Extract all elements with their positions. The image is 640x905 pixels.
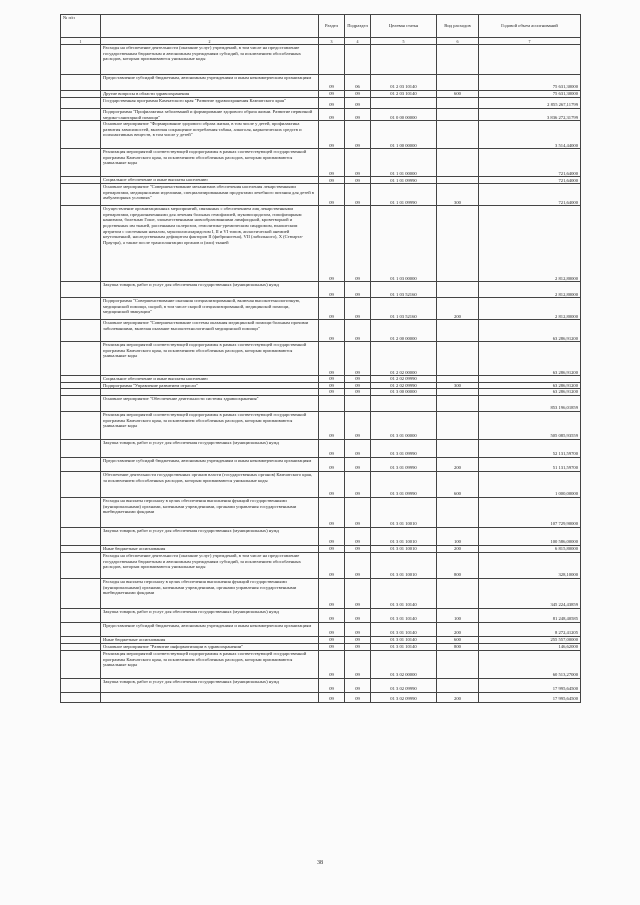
table-row xyxy=(61,342,581,376)
num-cell xyxy=(61,527,101,545)
row-razdel xyxy=(319,395,345,411)
row-name: Закупка товаров, работ и услуг для обеспечения государственных (муниципальных) нужд xyxy=(101,608,319,622)
row-target-article: 01 2 02 09990 xyxy=(371,376,437,383)
num-cell xyxy=(61,457,101,471)
row-razdel: 09 xyxy=(319,320,345,342)
row-expense-type: 200 xyxy=(437,545,479,552)
row-razdel: 09 xyxy=(319,471,345,497)
header-name xyxy=(101,15,319,38)
index-cell: 7 xyxy=(479,38,581,45)
num-cell xyxy=(61,206,101,282)
row-amount: 63 286,91200 xyxy=(479,389,581,396)
num-cell xyxy=(61,692,101,702)
table-row xyxy=(61,471,581,497)
num-cell xyxy=(61,282,101,298)
row-amount: 63 286,91200 xyxy=(479,320,581,342)
row-podrazdel: 09 xyxy=(345,320,371,342)
table-row xyxy=(61,184,581,206)
row-name: Предоставление субсидий бюджетным, автономным учреждениям и иным некоммерческим организациям xyxy=(101,457,319,471)
table-row xyxy=(61,389,581,396)
table-row xyxy=(61,206,581,282)
row-podrazdel: 09 xyxy=(345,206,371,282)
table-row xyxy=(61,149,581,177)
row-razdel: 09 xyxy=(319,109,345,121)
num-cell xyxy=(61,382,101,389)
row-podrazdel: 09 xyxy=(345,91,371,98)
row-name: Государственная программа Камчатского края "Развитие здравоохранения Камчатского края" xyxy=(101,98,319,109)
row-amount: 721,64000 xyxy=(479,177,581,184)
table-row xyxy=(61,109,581,121)
row-name: Основное мероприятие "Формирование здорового образа жизни, в том числе у детей, профилактика развития зависимостей, включая сокращение потребления табака, алкоголя, наркотических средств и психоактивных веществ, в том числе у детей" xyxy=(101,121,319,149)
row-podrazdel: 09 xyxy=(345,389,371,396)
row-razdel: 09 xyxy=(319,636,345,643)
row-amount: 17 995,64500 xyxy=(479,678,581,692)
row-target-article: 01 3 01 09990 xyxy=(371,457,437,471)
row-amount: 6 815,80000 xyxy=(479,545,581,552)
row-amount: 17 995,64500 xyxy=(479,692,581,702)
num-cell xyxy=(61,177,101,184)
row-name: Подпрограмма "Совершенствование оказания специализированной, включая высокотехнологичную, медицинской помощи, скорой, в том числе скорой специализированной, медицинской помощи, медицинской эвакуации" xyxy=(101,298,319,320)
num-cell xyxy=(61,75,101,91)
row-podrazdel xyxy=(345,395,371,411)
row-razdel: 09 xyxy=(319,622,345,636)
num-cell xyxy=(61,622,101,636)
table-row xyxy=(61,552,581,578)
row-target-article: 01 2 03 10140 xyxy=(371,75,437,91)
row-expense-type xyxy=(437,389,479,396)
row-target-article: 01 3 01 00000 xyxy=(371,411,437,439)
row-razdel: 09 xyxy=(319,298,345,320)
num-cell xyxy=(61,298,101,320)
row-name: Иные бюджетные ассигнования xyxy=(101,545,319,552)
row-target-article: 01 1 03 52160 xyxy=(371,282,437,298)
row-expense-type xyxy=(437,342,479,376)
row-amount: 3 514,44000 xyxy=(479,121,581,149)
row-name: Предоставление субсидий бюджетным, автономным учреждениям и иным некоммерческим организациям xyxy=(101,622,319,636)
row-expense-type xyxy=(437,177,479,184)
row-amount: 107 729,90000 xyxy=(479,497,581,527)
row-amount: 2 855 267,11799 xyxy=(479,98,581,109)
row-razdel xyxy=(319,45,345,75)
row-amount: 721,64000 xyxy=(479,149,581,177)
row-amount: 1 000,00000 xyxy=(479,471,581,497)
row-target-article: 01 3 02 09990 xyxy=(371,678,437,692)
num-cell xyxy=(61,109,101,121)
row-expense-type xyxy=(437,109,479,121)
row-target-article: 01 3 01 10140 xyxy=(371,608,437,622)
row-razdel: 09 xyxy=(319,282,345,298)
row-name: Обеспечение деятельности государственных органов власти (государственных органов) Камчатского края, за исключением обособленных расходов, которым присваиваются уникальные коды xyxy=(101,471,319,497)
row-podrazdel: 09 xyxy=(345,545,371,552)
row-razdel: 09 xyxy=(319,608,345,622)
row-razdel: 09 xyxy=(319,184,345,206)
row-name: Подпрограмма "Управление развитием отрасли" xyxy=(101,382,319,389)
row-amount: 505 085,93559 xyxy=(479,411,581,439)
row-expense-type xyxy=(437,282,479,298)
row-podrazdel: 09 xyxy=(345,98,371,109)
row-expense-type: 600 xyxy=(437,636,479,643)
row-target-article: 01 2 03 10140 xyxy=(371,91,437,98)
row-name: Закупка товаров, работ и услуг для обеспечения государственных (муниципальных) нужд xyxy=(101,439,319,457)
row-target-article xyxy=(371,395,437,411)
page-number: 38 xyxy=(317,860,323,866)
row-expense-type xyxy=(437,578,479,608)
row-podrazdel: 09 xyxy=(345,184,371,206)
row-podrazdel: 09 xyxy=(345,411,371,439)
row-expense-type: 300 xyxy=(437,184,479,206)
table-row xyxy=(61,382,581,389)
row-expense-type: 300 xyxy=(437,382,479,389)
row-name: Осуществление организационных мероприятий, связанных с обеспечением лиц лекарственными препаратами, предназначенными для лечения больных гемофилией, муковисцидозом, гипофизарным нанизмом, болезнью Гоше, злокачественными новообразованиями лимфоидной, кроветворной и родственных им тканей, рассеянным склерозом, гемолитико-уремическим синдромом, юношеским артритом с системным началом, мукополисахаридозом I, II и VI типов, апластической анемией неуточненной, наследственным дефицитом факторов II (фибриногена), VII (лабильного), X (Стюарта-Прауэра), а также после трансплантации органов и (или) тканей xyxy=(101,206,319,282)
row-name: Основное мероприятие "Развитие информатизации в здравоохранении" xyxy=(101,643,319,650)
row-expense-type: 200 xyxy=(437,622,479,636)
row-razdel: 09 xyxy=(319,439,345,457)
row-amount: 63 286,91200 xyxy=(479,342,581,376)
table-row xyxy=(61,678,581,692)
row-expense-type xyxy=(437,678,479,692)
table-row xyxy=(61,636,581,643)
row-podrazdel: 09 xyxy=(345,527,371,545)
row-target-article: 01 3 01 10010 xyxy=(371,552,437,578)
row-name: Расходы на выплаты персоналу в целях обеспечения выполнения функций государственными (муниципальными) органами, казенными учреждениями, органами управления государственными внебюджетными фондами xyxy=(101,497,319,527)
row-podrazdel: 09 xyxy=(345,177,371,184)
row-podrazdel xyxy=(345,45,371,75)
index-cell: 4 xyxy=(345,38,371,45)
row-name: Основное мероприятие "Совершенствование механизмов обеспечения населения лекарственными препаратами, медицинскими изделиями, специализированными продуктами лечебного питания для детей в амбулаторных условиях" xyxy=(101,184,319,206)
row-target-article: 01 3 02 00000 xyxy=(371,650,437,678)
table-row xyxy=(61,545,581,552)
num-cell xyxy=(61,650,101,678)
row-name: Реализация мероприятий соответствующей подпрограммы в рамках соответствующей государственной программы Камчатского края, за исключением обособленных расходов, которым присваиваются уникальные коды xyxy=(101,149,319,177)
index-cell: 3 xyxy=(319,38,345,45)
row-name: Социальное обеспечение и иные выплаты населению xyxy=(101,177,319,184)
row-name: Другие вопросы в области здравоохранения xyxy=(101,91,319,98)
row-amount: 345 224,43859 xyxy=(479,578,581,608)
table-row xyxy=(61,282,581,298)
budget-table xyxy=(60,14,581,703)
row-target-article: 01 1 01 09990 xyxy=(371,184,437,206)
num-cell xyxy=(61,545,101,552)
row-amount: 2 812,80000 xyxy=(479,282,581,298)
row-razdel: 09 xyxy=(319,643,345,650)
header-num: № п/п xyxy=(61,15,101,38)
row-razdel: 09 xyxy=(319,342,345,376)
row-amount: 328,10000 xyxy=(479,552,581,578)
row-podrazdel: 09 xyxy=(345,692,371,702)
row-name: Основное мероприятие "Обеспечение деятельности системы здравоохранения" xyxy=(101,395,319,411)
row-amount: 52 131,59700 xyxy=(479,439,581,457)
row-amount: 60 513,27000 xyxy=(479,650,581,678)
num-cell xyxy=(61,320,101,342)
row-expense-type: 800 xyxy=(437,552,479,578)
row-target-article: 01 3 02 09990 xyxy=(371,692,437,702)
row-name: Закупка товаров, работ и услуг для обеспечения государственных (муниципальных) нужд xyxy=(101,678,319,692)
row-expense-type: 100 xyxy=(437,608,479,622)
row-name: Реализация мероприятий соответствующей подпрограммы в рамках соответствующей государственной программы Камчатского края, за исключением обособленных расходов, которым присваиваются уникальные коды xyxy=(101,650,319,678)
row-expense-type xyxy=(437,320,479,342)
row-name: Социальное обеспечение и иные выплаты населению xyxy=(101,376,319,383)
row-target-article: 01 2 02 09990 xyxy=(371,382,437,389)
row-razdel: 09 xyxy=(319,91,345,98)
row-name: Предоставление субсидий бюджетным, автономным учреждениям и иным некоммерческим организациям xyxy=(101,75,319,91)
row-razdel: 09 xyxy=(319,98,345,109)
row-podrazdel: 09 xyxy=(345,497,371,527)
num-cell xyxy=(61,678,101,692)
row-target-article: 01 1 00 00000 xyxy=(371,121,437,149)
table-row xyxy=(61,578,581,608)
row-expense-type xyxy=(437,206,479,282)
row-podrazdel: 09 xyxy=(345,650,371,678)
column-index-row xyxy=(61,38,581,45)
row-name: Реализация мероприятий соответствующей подпрограммы в рамках соответствующей государственной программы Камчатского края, за исключением обособленных расходов, которым присваиваются уникальные коды xyxy=(101,411,319,439)
row-podrazdel: 09 xyxy=(345,678,371,692)
row-razdel: 09 xyxy=(319,382,345,389)
header-razdel: Раздел xyxy=(319,15,345,38)
row-name: Реализация мероприятий соответствующей подпрограммы в рамках соответствующей государственной программы Камчатского края, за исключением обособленных расходов, которым присваиваются уникальные коды xyxy=(101,342,319,376)
table-header-row xyxy=(61,15,581,38)
row-name: Подпрограмма "Профилактика заболеваний и формирование здорового образа жизни. Развитие первичной медико-санитарной помощи" xyxy=(101,109,319,121)
table-row xyxy=(61,376,581,383)
table-row xyxy=(61,45,581,75)
row-razdel: 09 xyxy=(319,206,345,282)
row-target-article: 01 0 00 00000 xyxy=(371,109,437,121)
row-podrazdel: 09 xyxy=(345,121,371,149)
row-podrazdel: 09 xyxy=(345,457,371,471)
num-cell xyxy=(61,497,101,527)
index-cell: 1 xyxy=(61,38,101,45)
row-amount: 8 272,41205 xyxy=(479,622,581,636)
row-podrazdel: 09 xyxy=(345,282,371,298)
row-target-article: 01 1 03 00000 xyxy=(371,206,437,282)
row-podrazdel: 09 xyxy=(345,608,371,622)
row-name: Иные бюджетные ассигнования xyxy=(101,636,319,643)
row-expense-type xyxy=(437,149,479,177)
table-row xyxy=(61,622,581,636)
row-amount: 2 812,80000 xyxy=(479,298,581,320)
row-name: Расходы на обеспечение деятельности (оказание услуг) учреждений, в том числе на предоставление государственным бюджетным и автономным учреждениям субсидий, за исключением обособленных расходов, которым присваиваются уникальные коды xyxy=(101,45,319,75)
row-expense-type: 600 xyxy=(437,471,479,497)
table-row xyxy=(61,91,581,98)
row-expense-type: 600 xyxy=(437,91,479,98)
num-cell xyxy=(61,608,101,622)
num-cell xyxy=(61,376,101,383)
row-expense-type xyxy=(437,497,479,527)
row-amount: 853 196,01859 xyxy=(479,395,581,411)
row-target-article: 01 3 01 10010 xyxy=(371,545,437,552)
row-target-article: 01 3 01 10010 xyxy=(371,527,437,545)
num-cell xyxy=(61,411,101,439)
row-amount: 63 286,91200 xyxy=(479,382,581,389)
row-amount: 2 812,80000 xyxy=(479,206,581,282)
index-cell: 2 xyxy=(101,38,319,45)
row-amount: 146,62000 xyxy=(479,643,581,650)
header-target: Целевая статья xyxy=(371,15,437,38)
row-expense-type xyxy=(437,376,479,383)
row-razdel: 09 xyxy=(319,376,345,383)
row-amount: 255 557,00000 xyxy=(479,636,581,643)
row-razdel: 09 xyxy=(319,650,345,678)
table-row xyxy=(61,497,581,527)
row-podrazdel: 09 xyxy=(345,298,371,320)
row-razdel: 09 xyxy=(319,497,345,527)
table-row xyxy=(61,411,581,439)
row-target-article: 01 1 01 09990 xyxy=(371,177,437,184)
table-row xyxy=(61,121,581,149)
row-podrazdel: 09 xyxy=(345,552,371,578)
row-target-article: 01 2 00 00000 xyxy=(371,320,437,342)
header-vid: Вид расходов xyxy=(437,15,479,38)
row-razdel: 09 xyxy=(319,177,345,184)
row-amount: 75 631,30000 xyxy=(479,75,581,91)
row-expense-type xyxy=(437,395,479,411)
row-target-article: 01 1 03 52160 xyxy=(371,298,437,320)
num-cell xyxy=(61,552,101,578)
row-amount xyxy=(479,376,581,383)
row-amount: 75 631,30000 xyxy=(479,91,581,98)
row-expense-type: 200 xyxy=(437,692,479,702)
row-podrazdel: 09 xyxy=(345,636,371,643)
num-cell xyxy=(61,389,101,396)
num-cell xyxy=(61,45,101,75)
row-target-article: 01 3 01 10140 xyxy=(371,622,437,636)
table-body xyxy=(61,45,581,703)
table-row xyxy=(61,75,581,91)
table-row xyxy=(61,643,581,650)
row-expense-type: 200 xyxy=(437,298,479,320)
row-expense-type xyxy=(437,439,479,457)
table-row xyxy=(61,650,581,678)
row-expense-type: 100 xyxy=(437,527,479,545)
row-expense-type xyxy=(437,75,479,91)
row-target-article: 01 3 01 10140 xyxy=(371,578,437,608)
row-podrazdel: 09 xyxy=(345,376,371,383)
row-podrazdel: 09 xyxy=(345,471,371,497)
row-podrazdel: 09 xyxy=(345,342,371,376)
row-name: Расходы на обеспечение деятельности (оказание услуг) учреждений, в том числе на предоставление государственным бюджетным и автономным учреждениям субсидий, за исключением обособленных расходов, которым присваиваются уникальные коды xyxy=(101,552,319,578)
row-name xyxy=(101,389,319,396)
row-target-article: 01 3 01 10140 xyxy=(371,636,437,643)
num-cell xyxy=(61,439,101,457)
num-cell xyxy=(61,184,101,206)
row-podrazdel: 09 xyxy=(345,578,371,608)
table-row xyxy=(61,527,581,545)
num-cell xyxy=(61,395,101,411)
table-row xyxy=(61,177,581,184)
row-razdel: 09 xyxy=(319,527,345,545)
num-cell xyxy=(61,342,101,376)
table-row xyxy=(61,608,581,622)
row-razdel: 09 xyxy=(319,75,345,91)
row-name: Расходы на выплаты персоналу в целях обеспечения выполнения функций государственными (муниципальными) органами, казенными учреждениями, органами управления государственными внебюджетными фондами xyxy=(101,578,319,608)
num-cell xyxy=(61,149,101,177)
row-amount: 721,64000 xyxy=(479,184,581,206)
table-row xyxy=(61,457,581,471)
row-name xyxy=(101,692,319,702)
table-row xyxy=(61,98,581,109)
row-razdel: 09 xyxy=(319,678,345,692)
row-razdel: 09 xyxy=(319,457,345,471)
row-expense-type xyxy=(437,650,479,678)
row-expense-type: 200 xyxy=(437,457,479,471)
row-amount: 3 836 272,31799 xyxy=(479,109,581,121)
row-amount: 81 248,40585 xyxy=(479,608,581,622)
row-target-article: 01 2 02 00000 xyxy=(371,342,437,376)
row-name: Закупка товаров, работ и услуг для обеспечения государственных (муниципальных) нужд xyxy=(101,282,319,298)
row-amount: 51 131,59700 xyxy=(479,457,581,471)
row-expense-type xyxy=(437,98,479,109)
row-name: Закупка товаров, работ и услуг для обеспечения государственных (муниципальных) нужд xyxy=(101,527,319,545)
table-row xyxy=(61,320,581,342)
header-podrazdel: Подраздел xyxy=(345,15,371,38)
table-row xyxy=(61,395,581,411)
row-podrazdel: 09 xyxy=(345,109,371,121)
num-cell xyxy=(61,91,101,98)
num-cell xyxy=(61,98,101,109)
row-target-article: 01 3 01 10010 xyxy=(371,497,437,527)
row-target-article: 01 3 01 09990 xyxy=(371,471,437,497)
index-cell: 5 xyxy=(371,38,437,45)
row-razdel: 09 xyxy=(319,692,345,702)
row-target-article: 01 1 01 00000 xyxy=(371,149,437,177)
row-razdel: 09 xyxy=(319,149,345,177)
row-podrazdel: 06 xyxy=(345,75,371,91)
table-row xyxy=(61,298,581,320)
row-razdel: 09 xyxy=(319,121,345,149)
row-expense-type xyxy=(437,121,479,149)
row-amount: 100 586,00000 xyxy=(479,527,581,545)
header-amount: Годовой объем ассигнований xyxy=(479,15,581,38)
row-podrazdel: 09 xyxy=(345,622,371,636)
row-razdel: 09 xyxy=(319,552,345,578)
row-expense-type xyxy=(437,411,479,439)
row-target-article xyxy=(371,98,437,109)
row-expense-type: 800 xyxy=(437,643,479,650)
row-podrazdel: 09 xyxy=(345,149,371,177)
num-cell xyxy=(61,636,101,643)
row-target-article: 01 3 01 09990 xyxy=(371,439,437,457)
row-podrazdel: 09 xyxy=(345,439,371,457)
num-cell xyxy=(61,578,101,608)
num-cell xyxy=(61,121,101,149)
row-target-article: 01 3 00 00000 xyxy=(371,389,437,396)
table-row xyxy=(61,439,581,457)
row-expense-type xyxy=(437,45,479,75)
row-podrazdel: 09 xyxy=(345,382,371,389)
row-target-article: 01 3 01 10140 xyxy=(371,643,437,650)
row-podrazdel: 09 xyxy=(345,643,371,650)
row-razdel: 09 xyxy=(319,389,345,396)
row-razdel: 09 xyxy=(319,578,345,608)
index-cell: 6 xyxy=(437,38,479,45)
num-cell xyxy=(61,643,101,650)
row-razdel: 09 xyxy=(319,411,345,439)
num-cell xyxy=(61,471,101,497)
row-name: Основное мероприятие "Совершенствование системы оказания медицинской помощи больным прочими заболеваниями, включая оказание высокотехнологичной медицинской помощи" xyxy=(101,320,319,342)
table-row xyxy=(61,692,581,702)
row-amount xyxy=(479,45,581,75)
row-razdel: 09 xyxy=(319,545,345,552)
row-target-article xyxy=(371,45,437,75)
